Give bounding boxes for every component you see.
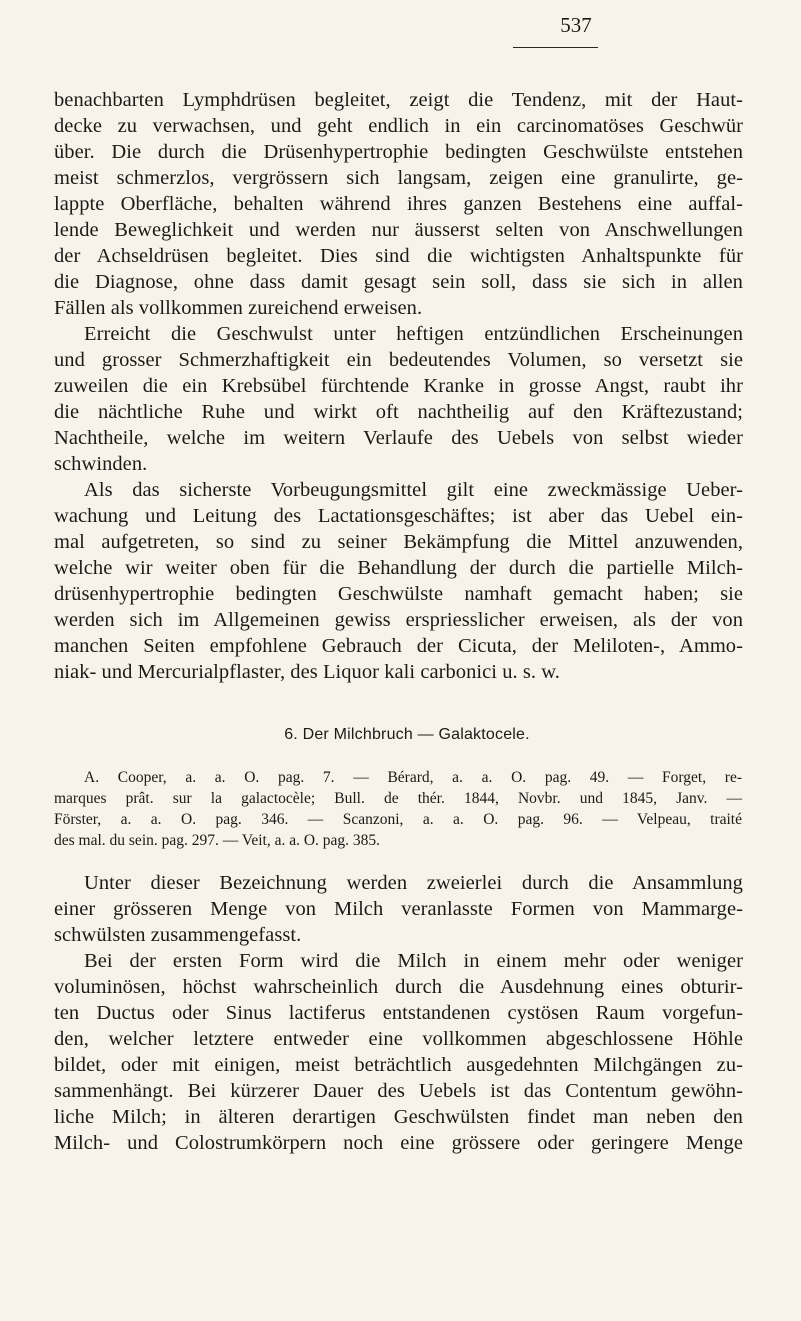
text-line: bildet, oder mit einigen, meist beträchtlich ausgedehnten Milchgängen zu- bbox=[54, 1054, 743, 1076]
text-line: Erreicht die Geschwulst unter heftigen entzündlichen Erscheinungen bbox=[84, 323, 743, 345]
text-line: decke zu verwachsen, und geht endlich in ein carcinomatöses Geschwür bbox=[54, 115, 743, 137]
text-line: manchen Seiten empfohlene Gebrauch der Cicuta, der Meliloten-, Ammo- bbox=[54, 635, 743, 657]
text-line: meist schmerzlos, vergrössern sich langsam, zeigen eine granulirte, ge- bbox=[54, 167, 743, 189]
text-line: lende Beweglichkeit und werden nur äusserst selten von Anschwellungen bbox=[54, 219, 743, 241]
reference-line: marques prât. sur la galactocèle; Bull. de thér. 1844, Novbr. und 1845, Janv. — bbox=[54, 790, 742, 807]
reference-line: A. Cooper, a. a. O. pag. 7. — Bérard, a. a. O. pag. 49. — Forget, re- bbox=[84, 769, 742, 786]
text-line: schwinden. bbox=[54, 453, 148, 475]
text-line: voluminösen, höchst wahrscheinlich durch die Ausdehnung eines obturir- bbox=[54, 976, 743, 998]
reference-line: Förster, a. a. O. pag. 346. — Scanzoni, a. a. O. pag. 96. — Velpeau, traité bbox=[54, 811, 742, 828]
text-line: den, welcher letztere entweder eine vollkommen abgeschlossene Höhle bbox=[54, 1028, 743, 1050]
text-line: schwülsten zusammengefasst. bbox=[54, 924, 302, 946]
page-number: 537 bbox=[560, 13, 592, 37]
text-line: Als das sicherste Vorbeugungsmittel gilt eine zweckmässige Ueber- bbox=[84, 479, 743, 501]
text-line: Milch- und Colostrumkörpern noch eine grössere oder geringere Menge bbox=[54, 1132, 743, 1154]
text-line: liche Milch; in älteren derartigen Geschwülsten findet man neben den bbox=[54, 1106, 743, 1128]
section-heading: 6. Der Milchbruch — Galaktocele. bbox=[284, 726, 530, 743]
text-line: der Achseldrüsen begleitet. Dies sind die wichtigsten Anhaltspunkte für bbox=[54, 245, 743, 267]
text-line: niak- und Mercurialpflaster, des Liquor kali carbonici u. s. w. bbox=[54, 661, 560, 683]
reference-line: des mal. du sein. pag. 297. — Veit, a. a. O. pag. 385. bbox=[54, 832, 381, 849]
text-line: die nächtliche Ruhe und wirkt oft nachtheilig auf den Kräftezustand; bbox=[54, 401, 743, 423]
text-line: einer grösseren Menge von Milch veranlasste Formen von Mammarge- bbox=[54, 898, 743, 920]
text-line: wachung und Leitung des Lactationsgeschäftes; ist aber das Uebel ein- bbox=[54, 505, 743, 527]
text-line: und grosser Schmerzhaftigkeit ein bedeutendes Volumen, so versetzt sie bbox=[54, 349, 743, 371]
text-line: Fällen als vollkommen zureichend erweisen. bbox=[54, 297, 423, 319]
text-line: die Diagnose, ohne dass damit gesagt sein soll, dass sie sich in allen bbox=[54, 271, 743, 293]
text-line: benachbarten Lymphdrüsen begleitet, zeigt die Tendenz, mit der Haut- bbox=[54, 89, 743, 111]
text-line: welche wir weiter oben für die Behandlung der durch die partielle Milch- bbox=[54, 557, 743, 579]
text-line: Unter dieser Bezeichnung werden zweierlei durch die Ansammlung bbox=[84, 872, 743, 894]
page-number-rule bbox=[513, 47, 598, 48]
text-line: Nachtheile, welche im weitern Verlaufe des Uebels von selbst wieder bbox=[54, 427, 743, 449]
text-line: ten Ductus oder Sinus lactiferus entstandenen cystösen Raum vorgefun- bbox=[54, 1002, 743, 1024]
text-line: über. Die durch die Drüsenhypertrophie bedingten Geschwülste entstehen bbox=[54, 141, 743, 163]
text-line: Bei der ersten Form wird die Milch in einem mehr oder weniger bbox=[84, 950, 743, 972]
text-line: werden sich im Allgemeinen gewiss erspriesslicher erweisen, als der von bbox=[54, 609, 743, 631]
text-line: lappte Oberfläche, behalten während ihres ganzen Bestehens eine auffal- bbox=[54, 193, 743, 215]
text-line: sammenhängt. Bei kürzerer Dauer des Uebels ist das Contentum gewöhn- bbox=[54, 1080, 743, 1102]
text-line: zuweilen die ein Krebsübel fürchtende Kranke in grosse Angst, raubt ihr bbox=[54, 375, 743, 397]
text-line: drüsenhypertrophie bedingten Geschwülste namhaft gemacht haben; sie bbox=[54, 583, 743, 605]
text-line: mal aufgetreten, so sind zu seiner Bekämpfung die Mittel anzuwenden, bbox=[54, 531, 743, 553]
